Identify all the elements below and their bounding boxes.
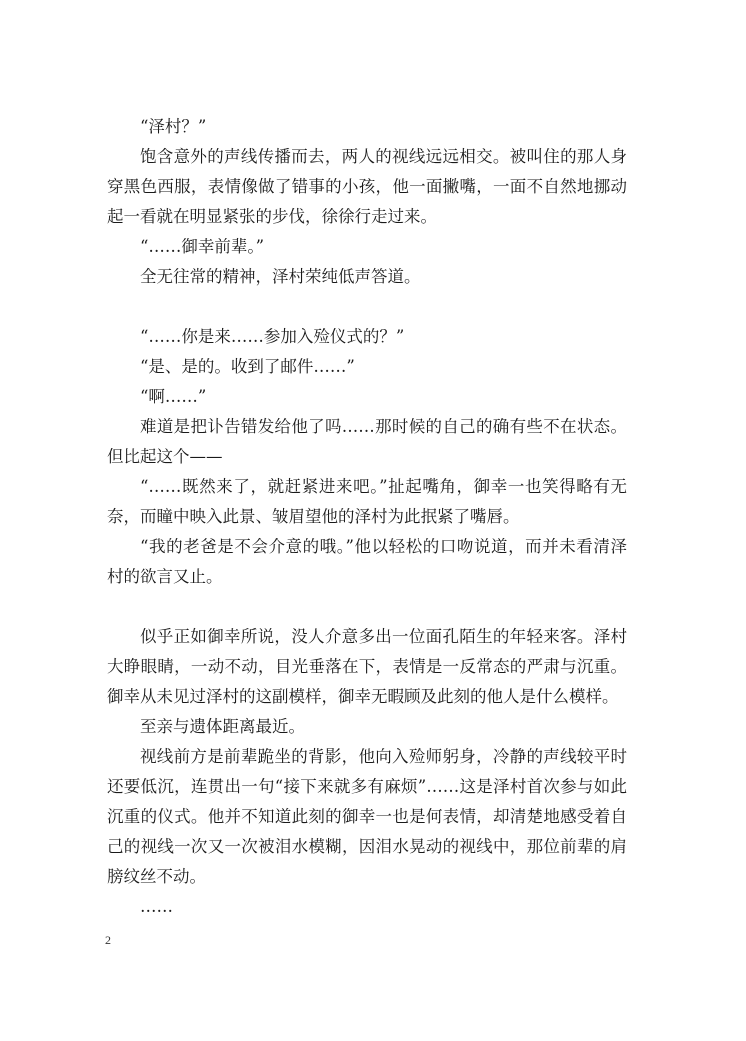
section-gap — [107, 592, 627, 622]
text-body — [107, 112, 627, 922]
paragraph: 至亲与遗体距离最近。 — [140, 717, 305, 736]
paragraph: 视线前方是前辈跪坐的背影，他向入殓师躬身，冷静的声线较平时还要低沉，连贯出一句“接下来就多有麻烦”……这是泽村首次参与如此沉重的仪式。他并不知道此刻的御幸一也是何表情，却清楚地感受着自己的视线一次又一次被泪水模糊，因泪水晃动的视线中，那位前辈的肩膀纹丝不动。 — [107, 747, 627, 886]
section-gap — [107, 292, 627, 322]
page-number: 2 — [105, 933, 111, 947]
paragraph: “……御幸前辈。” — [140, 237, 265, 256]
paragraph: 似乎正如御幸所说，没人介意多出一位面孔陌生的年轻来客。泽村大睁眼睛，一动不动，目光垂落在下，表情是一反常态的严肃与沉重。御幸从未见过泽村的这副模样，御幸无暇顾及此刻的他人是什么模样。 — [107, 627, 627, 706]
paragraph: …… — [140, 897, 173, 916]
paragraph: 饱含意外的声线传播而去，两人的视线远远相交。被叫住的那人身穿黑色西服，表情像做了错事的小孩，他一面撇嘴，一面不自然地挪动起一看就在明显紧张的步伐，徐徐行走过来。 — [107, 147, 627, 226]
paragraph: “泽村？” — [140, 117, 207, 136]
paragraph: “……你是来……参加入殓仪式的？” — [140, 327, 405, 346]
paragraph: “啊……” — [140, 387, 207, 406]
paragraph: 全无往常的精神，泽村荣纯低声答道。 — [140, 267, 421, 286]
paragraph: 难道是把讣告错发给他了吗……那时候的自己的确有些不在状态。但比起这个—— — [107, 417, 627, 466]
paragraph: “我的老爸是不会介意的哦。”他以轻松的口吻说道，而并未看清泽村的欲言又止。 — [107, 537, 627, 586]
paragraph: “……既然来了，就赶紧进来吧。”扯起嘴角，御幸一也笑得略有无奈，而瞳中映入此景、皱眉望他的泽村为此抿紧了嘴唇。 — [107, 477, 627, 526]
paragraph: “是、是的。收到了邮件……” — [140, 357, 355, 376]
